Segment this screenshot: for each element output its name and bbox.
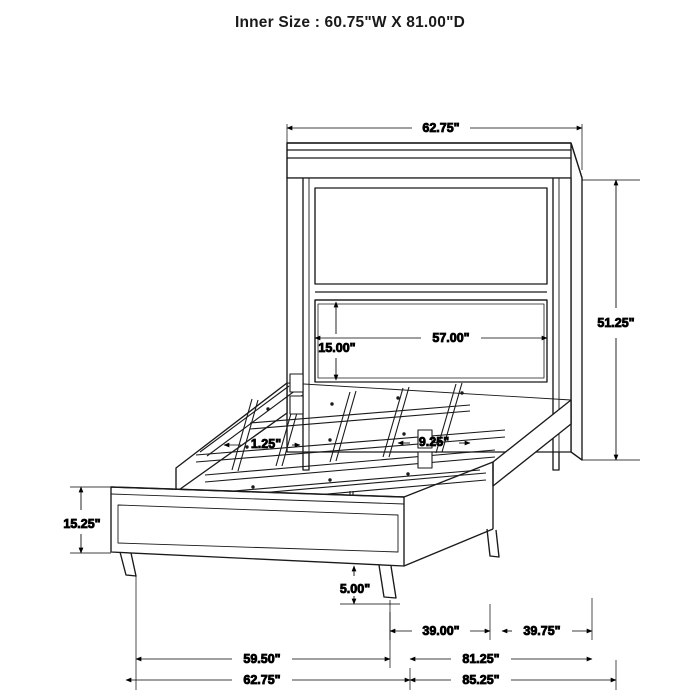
dim-label-footboard-outer-depth: 39.75": [523, 624, 561, 638]
dim-label-slat-spacing: 9.25": [418, 435, 450, 449]
page-title: Inner Size : 60.75"W X 81.00"D: [234, 14, 466, 31]
dim-footboard-outer-depth: [502, 598, 592, 640]
footboard: [111, 462, 499, 598]
dim-overall-length: [410, 660, 616, 690]
dim-clearance-height: [340, 566, 400, 604]
dim-footboard-inner-depth: [390, 604, 490, 640]
dim-label-headboard-panel-width: 57.00": [432, 331, 470, 345]
dim-label-outer-width: 62.75": [243, 673, 281, 687]
headboard: [287, 143, 582, 460]
dim-label-rail-gap-height: 15.00": [318, 341, 356, 355]
dim-label-footboard-height: 15.25": [63, 517, 101, 531]
dim-label-headboard-height: 51.25": [597, 316, 635, 330]
bed-illustration: [111, 143, 582, 598]
dim-label-footboard-inner-depth: 39.00": [422, 624, 460, 638]
dim-headboard-height: [582, 180, 640, 460]
dim-label-clearance-height: 5.00": [339, 582, 371, 596]
dim-outer-width: [126, 668, 410, 690]
dim-label-slat-thickness: 1.25": [250, 437, 282, 451]
dim-label-overall-length: 85.25": [462, 673, 500, 687]
dim-label-headboard-width: 62.75": [422, 121, 460, 135]
dim-side-rail-length: [410, 652, 592, 666]
dim-label-side-rail-length: 81.25": [462, 652, 500, 666]
dim-label-inner-width: 59.50": [243, 652, 281, 666]
dim-footboard-height: [63, 487, 111, 553]
